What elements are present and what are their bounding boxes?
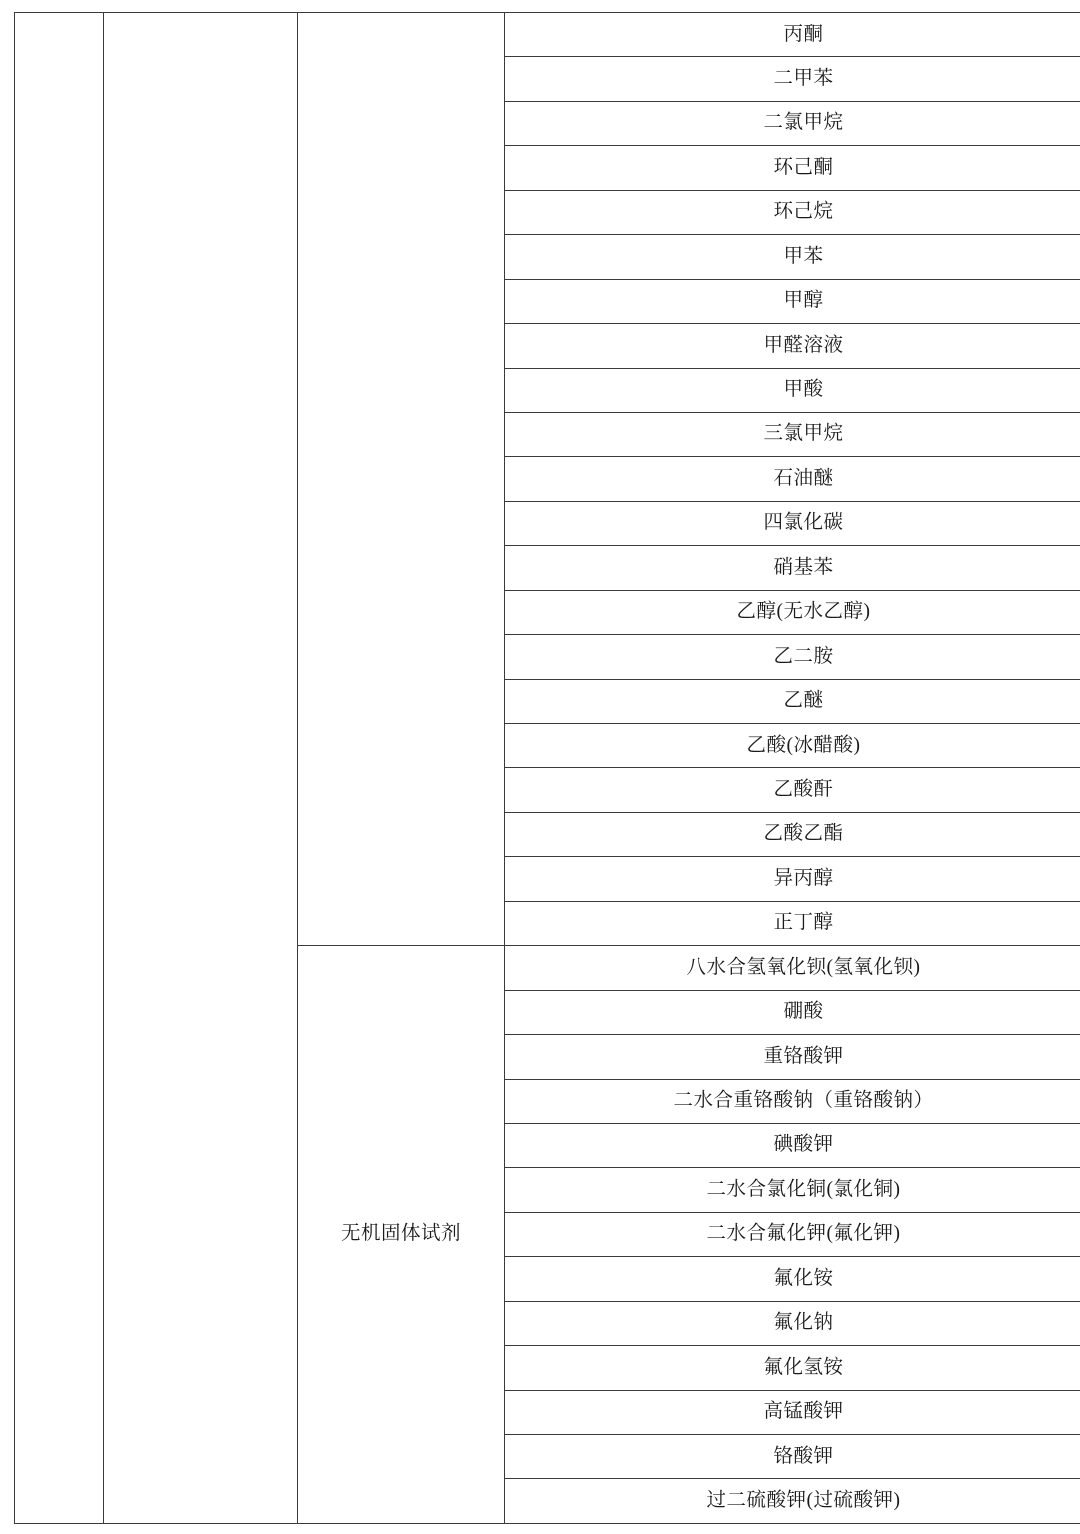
cell-reagent: 甲醇 — [505, 279, 1080, 323]
cell-column-a — [15, 13, 104, 1524]
cell-reagent: 石油醚 — [505, 457, 1080, 501]
cell-reagent: 硼酸 — [505, 990, 1080, 1034]
cell-reagent: 二甲苯 — [505, 57, 1080, 101]
cell-reagent: 重铬酸钾 — [505, 1035, 1080, 1079]
table-body — [15, 13, 1080, 1524]
cell-reagent: 乙酸乙酯 — [505, 812, 1080, 856]
reagent-table — [14, 12, 1080, 1524]
cell-reagent: 二氯甲烷 — [505, 101, 1080, 145]
cell-reagent: 三氯甲烷 — [505, 412, 1080, 456]
cell-reagent: 氟化铵 — [505, 1257, 1080, 1301]
cell-reagent: 甲苯 — [505, 235, 1080, 279]
cell-reagent: 氟化氢铵 — [505, 1346, 1080, 1390]
cell-reagent: 二水合重铬酸钠（重铬酸钠） — [505, 1079, 1080, 1123]
cell-reagent: 乙醚 — [505, 679, 1080, 723]
cell-reagent: 环己烷 — [505, 190, 1080, 234]
cell-reagent: 硝基苯 — [505, 546, 1080, 590]
cell-reagent: 高锰酸钾 — [505, 1390, 1080, 1434]
cell-reagent: 甲酸 — [505, 368, 1080, 412]
cell-column-b — [104, 13, 298, 1524]
cell-category-inorganic-solid: 无机固体试剂 — [298, 946, 505, 1524]
cell-reagent: 二水合氯化铜(氯化铜) — [505, 1168, 1080, 1212]
cell-reagent: 异丙醇 — [505, 857, 1080, 901]
cell-category-organic — [298, 13, 505, 946]
cell-reagent: 环己酮 — [505, 146, 1080, 190]
cell-reagent: 碘酸钾 — [505, 1123, 1080, 1167]
cell-reagent: 铬酸钾 — [505, 1435, 1080, 1479]
cell-reagent: 过二硫酸钾(过硫酸钾) — [505, 1479, 1080, 1524]
cell-reagent: 八水合氢氧化钡(氢氧化钡) — [505, 946, 1080, 990]
cell-reagent: 正丁醇 — [505, 901, 1080, 945]
table-row — [15, 13, 1080, 57]
cell-reagent: 二水合氟化钾(氟化钾) — [505, 1212, 1080, 1256]
cell-reagent: 乙酸(冰醋酸) — [505, 724, 1080, 768]
cell-reagent: 乙二胺 — [505, 635, 1080, 679]
cell-reagent: 乙酸酐 — [505, 768, 1080, 812]
cell-reagent: 丙酮 — [505, 13, 1080, 57]
cell-reagent: 乙醇(无水乙醇) — [505, 590, 1080, 634]
cell-reagent: 氟化钠 — [505, 1301, 1080, 1345]
cell-reagent: 甲醛溶液 — [505, 324, 1080, 368]
cell-reagent: 四氯化碳 — [505, 501, 1080, 545]
